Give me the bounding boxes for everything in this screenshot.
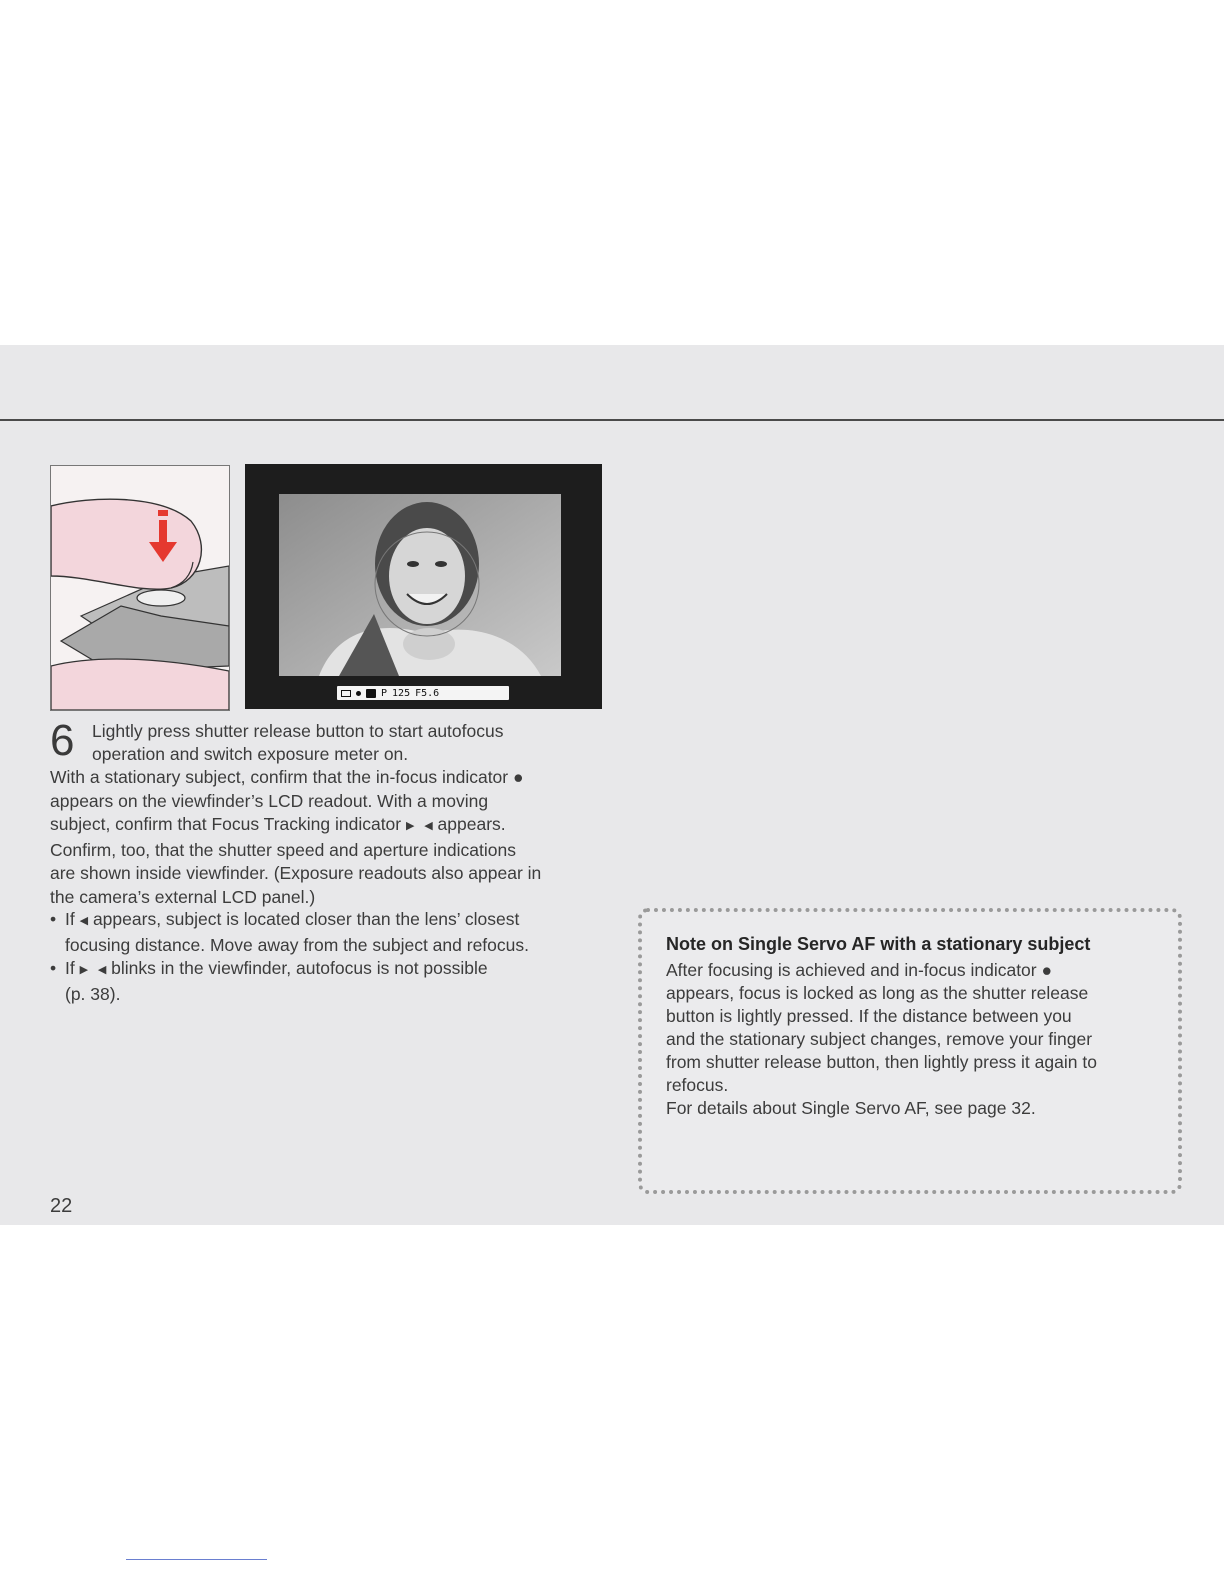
note-line bbox=[666, 959, 1166, 982]
bullet-dot: • bbox=[50, 958, 57, 979]
step-body bbox=[50, 766, 610, 910]
left-arrow-indicator-icon: ◀ bbox=[97, 964, 107, 977]
bullet-text: blinks in the viewfinder, autofocus is not possible bbox=[111, 958, 488, 979]
header-rule bbox=[0, 419, 1224, 421]
step-number: 6 bbox=[50, 716, 75, 765]
body-line: appears on the viewfinder’s LCD readout. With a moving bbox=[50, 790, 489, 811]
bullet-line bbox=[65, 957, 610, 983]
bullet-item bbox=[50, 908, 610, 957]
bullet-text: appears, subject is located closer than the lens’ closest bbox=[92, 909, 520, 929]
shutter-press-illustration bbox=[50, 465, 230, 711]
page-number: 22 bbox=[50, 1195, 73, 1217]
body-text: appears. bbox=[437, 814, 506, 835]
note-line: appears, focus is locked as long as the shutter release bbox=[666, 983, 1089, 1003]
in-focus-dot-icon: ● bbox=[1041, 960, 1053, 980]
note-title: Note on Single Servo AF with a stationary subject bbox=[666, 934, 1091, 954]
note-line: and the stationary subject changes, remove your finger bbox=[666, 1029, 1093, 1049]
bullet-text: If bbox=[65, 958, 75, 979]
note-body bbox=[666, 959, 1166, 1120]
bullet-line: (p. 38). bbox=[65, 983, 121, 1004]
aperture-readout: F5.6 bbox=[415, 687, 440, 699]
note-text: After focusing is achieved and in-focus indicator bbox=[666, 960, 1037, 980]
note-line: refocus. bbox=[666, 1075, 729, 1095]
bullet-line bbox=[65, 908, 610, 934]
body-line: Confirm, too, that the shutter speed and aperture indications bbox=[50, 839, 516, 860]
shutter-speed-readout: 125 bbox=[392, 687, 411, 699]
exposure-mode-readout: P bbox=[381, 687, 388, 699]
bullet-text: If bbox=[65, 909, 75, 929]
body-line bbox=[50, 813, 610, 839]
viewfinder-display bbox=[245, 464, 602, 709]
step-heading bbox=[92, 720, 592, 766]
body-text: subject, confirm that Focus Tracking indicator bbox=[50, 814, 402, 835]
bullet-line: focusing distance. Move away from the subject and refocus. bbox=[65, 934, 529, 955]
footer-underline bbox=[126, 1559, 267, 1560]
note-line: For details about Single Servo AF, see page 32. bbox=[666, 1098, 1036, 1118]
body-line: the camera’s external LCD panel.) bbox=[50, 886, 316, 907]
in-focus-indicator-icon bbox=[356, 691, 361, 696]
step-heading-line: Lightly press shutter release button to start autofocus bbox=[92, 721, 504, 741]
smiling-woman-photo bbox=[279, 494, 561, 676]
viewfinder-lcd-readout bbox=[337, 686, 509, 700]
bullet-list bbox=[50, 908, 610, 1006]
focus-tracking-left-arrow-icon: ◀ bbox=[424, 820, 433, 833]
left-arrow-indicator-icon: ◀ bbox=[79, 915, 89, 927]
body-text: With a stationary subject, confirm that the in-focus indicator bbox=[50, 767, 509, 787]
focus-tracking-right-arrow-icon: ▶ bbox=[406, 820, 415, 833]
note-box bbox=[638, 908, 1182, 1194]
bullet-item bbox=[50, 957, 610, 1006]
af-area-frame-icon bbox=[341, 690, 351, 697]
metering-mode-icon bbox=[366, 689, 376, 698]
right-arrow-indicator-icon: ▶ bbox=[79, 964, 89, 977]
in-focus-dot-icon: ● bbox=[513, 767, 524, 787]
bullet-dot: • bbox=[50, 909, 57, 929]
note-line: button is lightly pressed. If the distance between you bbox=[666, 1006, 1072, 1026]
finger-press-drawing bbox=[51, 466, 229, 710]
step-heading-line: operation and switch exposure meter on. bbox=[92, 744, 409, 764]
manual-page bbox=[0, 345, 1224, 1225]
viewfinder-photo bbox=[279, 494, 561, 676]
note-line: from shutter release button, then lightly press it again to bbox=[666, 1052, 1097, 1072]
body-line bbox=[50, 766, 610, 790]
body-line: are shown inside viewfinder. (Exposure readouts also appear in bbox=[50, 863, 542, 884]
